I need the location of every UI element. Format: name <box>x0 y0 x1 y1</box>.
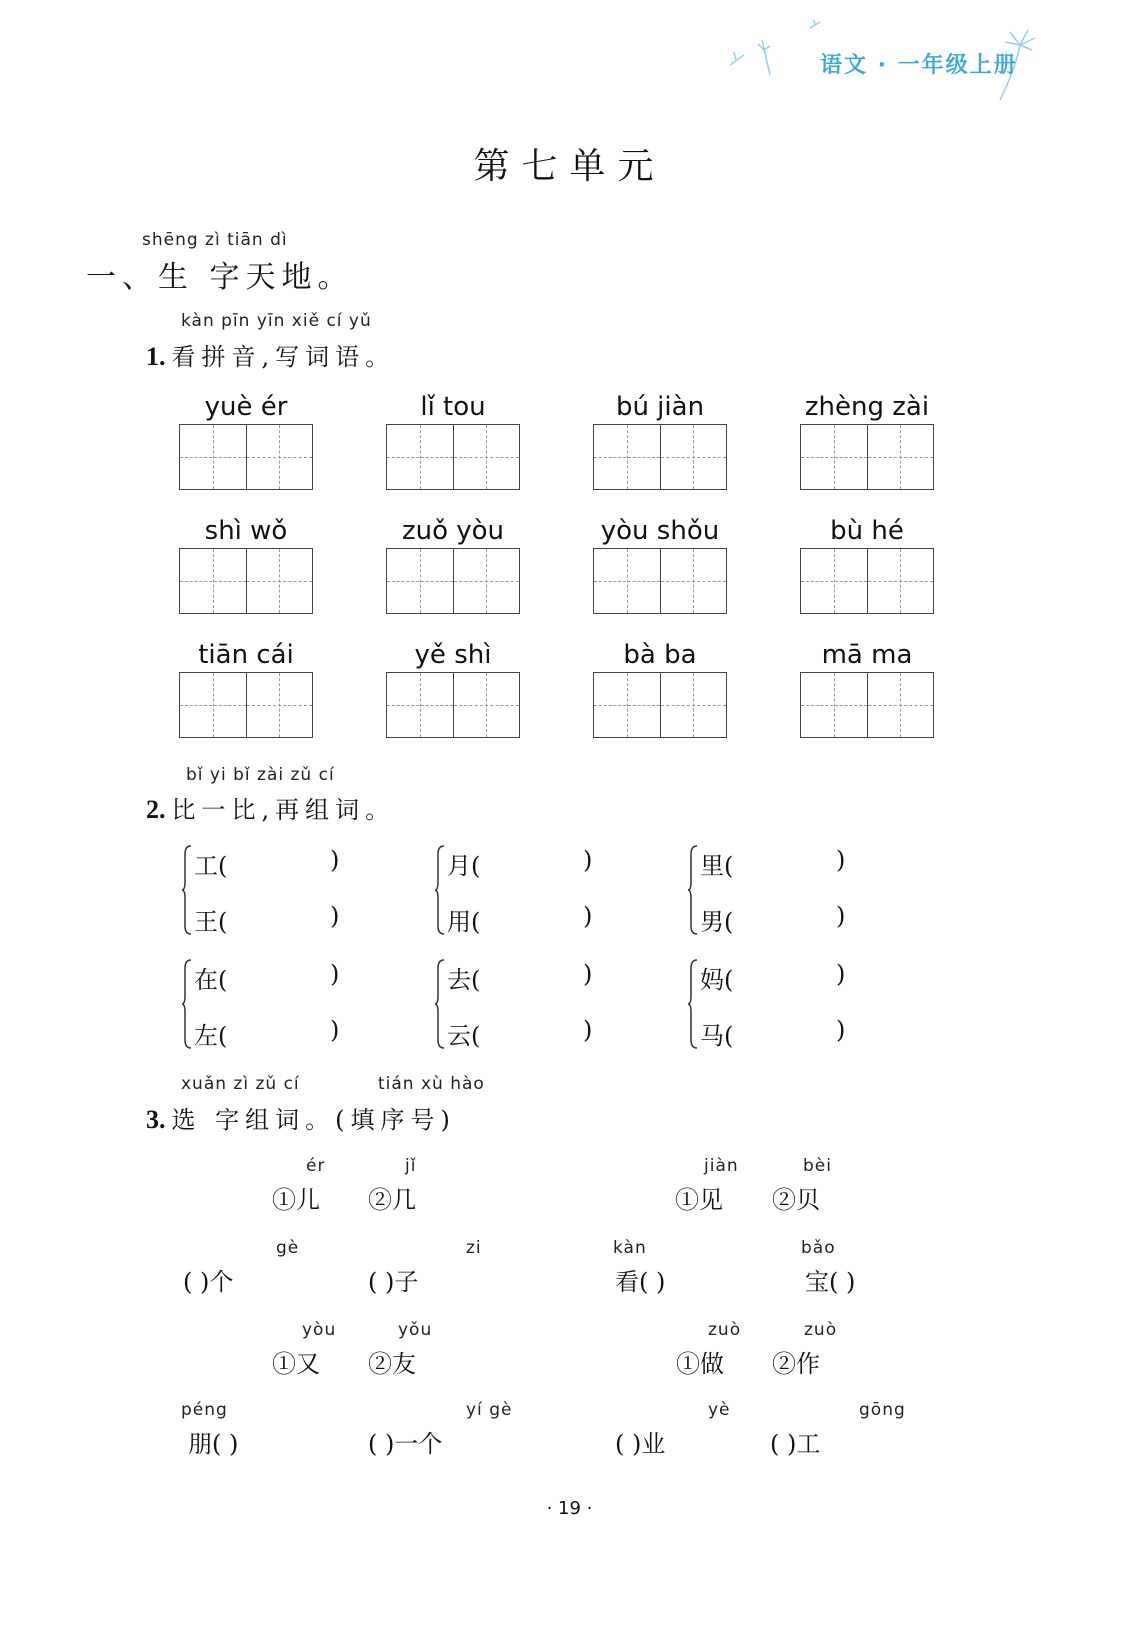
writing-grid[interactable] <box>593 548 727 614</box>
blank-pinyin: yè <box>708 1400 731 1420</box>
section-pinyin: shēng zì tiān dì <box>142 230 288 250</box>
word-pinyin: bà ba <box>623 640 697 670</box>
writing-grid[interactable] <box>386 548 520 614</box>
option-pinyin: zuò <box>708 1320 742 1340</box>
q1-label: 看拼音,写词语。 <box>171 343 396 371</box>
pair-char-b: 左( <box>194 1022 228 1050</box>
word-pinyin: shì wǒ <box>204 516 288 546</box>
pair-char-b: 云( <box>447 1022 481 1050</box>
pair-char-a: 里( <box>700 852 734 880</box>
q2-pinyin: bǐ yi bǐ zài zǔ cí <box>186 765 335 785</box>
q2-label: 比一比,再组词。 <box>171 796 396 824</box>
option-pinyin: ér <box>306 1156 326 1176</box>
q3-pinyin-b: tián xù hào <box>378 1074 485 1094</box>
brace-icon <box>182 958 192 1050</box>
brace-icon <box>688 844 698 936</box>
brace-icon <box>688 958 698 1050</box>
fill-blank[interactable]: ( )一个 <box>368 1430 443 1458</box>
word-pinyin: zhèng zài <box>804 392 930 422</box>
close-paren: ) <box>836 902 846 930</box>
brace-icon <box>182 844 192 936</box>
compare-pair <box>688 958 858 1050</box>
word-pinyin: yuè ér <box>204 392 288 422</box>
writing-grid[interactable] <box>386 672 520 738</box>
brace-icon <box>435 958 445 1050</box>
q3-number: 3. <box>146 1105 166 1134</box>
compare-pair <box>182 958 352 1050</box>
pair-char-b: 王( <box>194 908 228 936</box>
blank-pinyin: bǎo <box>801 1238 836 1258</box>
pair-char-b: 用( <box>447 908 481 936</box>
blank-pinyin: gè <box>276 1238 300 1258</box>
close-paren: ) <box>836 846 846 874</box>
blank-pinyin: péng <box>181 1400 228 1420</box>
option-pinyin: bèi <box>803 1156 832 1176</box>
pair-char-a: 妈( <box>700 966 734 994</box>
option-char: ①儿 <box>272 1186 320 1214</box>
compare-pair <box>435 958 605 1050</box>
option-pinyin: jǐ <box>405 1156 417 1176</box>
close-paren: ) <box>330 902 340 930</box>
option-char: ①做 <box>676 1350 724 1378</box>
q3-title <box>146 1100 456 1135</box>
close-paren: ) <box>836 1016 846 1044</box>
fill-blank[interactable]: ( )工 <box>770 1430 821 1458</box>
book-header: 语文 · 一年级上册 <box>820 53 1018 78</box>
writing-grid[interactable] <box>593 672 727 738</box>
word-pinyin: yě shì <box>414 640 492 670</box>
close-paren: ) <box>583 846 593 874</box>
writing-grid[interactable] <box>179 424 313 490</box>
fill-blank[interactable]: ( )子 <box>368 1268 419 1296</box>
option-char: ①见 <box>675 1186 723 1214</box>
word-pinyin: zuǒ yòu <box>401 516 505 546</box>
q3-pinyin-a: xuǎn zì zǔ cí <box>181 1074 300 1094</box>
word-pinyin: bù hé <box>830 516 904 546</box>
close-paren: ) <box>330 1016 340 1044</box>
word-pinyin: yòu shǒu <box>600 516 720 546</box>
pair-char-b: 马( <box>700 1022 734 1050</box>
writing-grid[interactable] <box>179 672 313 738</box>
q2-title <box>146 790 395 825</box>
writing-grid[interactable] <box>179 548 313 614</box>
pair-char-a: 工( <box>194 852 228 880</box>
close-paren: ) <box>330 960 340 988</box>
page-number: · 19 · <box>546 1498 593 1519</box>
writing-grid[interactable] <box>800 548 934 614</box>
close-paren: ) <box>330 846 340 874</box>
pair-char-b: 男( <box>700 908 734 936</box>
blank-pinyin: gōng <box>859 1400 906 1420</box>
word-pinyin: bú jiàn <box>615 392 705 422</box>
writing-grid[interactable] <box>593 424 727 490</box>
option-char: ②作 <box>772 1350 820 1378</box>
fill-blank[interactable]: 看( ) <box>615 1268 666 1296</box>
close-paren: ) <box>583 960 593 988</box>
close-paren: ) <box>583 902 593 930</box>
blank-pinyin: yí gè <box>466 1400 513 1420</box>
q2-number: 2. <box>146 795 166 824</box>
q1-number: 1. <box>146 342 166 371</box>
blank-pinyin: kàn <box>613 1238 647 1258</box>
compare-pair <box>182 844 352 936</box>
option-char: ②贝 <box>772 1186 820 1214</box>
word-pinyin: mā ma <box>821 640 913 670</box>
q3-label: 选 字组词。(填序号) <box>171 1106 456 1134</box>
close-paren: ) <box>836 960 846 988</box>
fill-blank[interactable]: 朋( ) <box>188 1430 239 1458</box>
q1-title <box>146 337 395 372</box>
option-char: ①又 <box>272 1350 320 1378</box>
fill-blank[interactable]: 宝( ) <box>805 1268 856 1296</box>
word-pinyin: lǐ tou <box>420 392 486 422</box>
fill-blank[interactable]: ( )业 <box>615 1430 666 1458</box>
pair-char-a: 去( <box>447 966 481 994</box>
writing-grid[interactable] <box>386 424 520 490</box>
pair-char-a: 在( <box>194 966 228 994</box>
option-char: ②友 <box>368 1350 416 1378</box>
compare-pair <box>435 844 605 936</box>
fill-blank[interactable]: ( )个 <box>183 1268 234 1296</box>
compare-pair <box>688 844 858 936</box>
pair-char-a: 月( <box>447 852 481 880</box>
option-pinyin: yòu <box>302 1320 337 1340</box>
section-title: 一、生 字天地。 <box>86 260 354 295</box>
q1-pinyin: kàn pīn yīn xiě cí yǔ <box>181 311 372 331</box>
option-char: ②几 <box>368 1186 416 1214</box>
close-paren: ) <box>583 1016 593 1044</box>
word-pinyin: tiān cái <box>198 640 294 670</box>
blank-pinyin: zi <box>466 1238 482 1258</box>
writing-grid[interactable] <box>800 424 934 490</box>
option-pinyin: jiàn <box>704 1156 739 1176</box>
writing-grid[interactable] <box>800 672 934 738</box>
option-pinyin: zuò <box>804 1320 838 1340</box>
brace-icon <box>435 844 445 936</box>
page-title: 第七单元 <box>473 146 666 187</box>
option-pinyin: yǒu <box>398 1320 433 1340</box>
